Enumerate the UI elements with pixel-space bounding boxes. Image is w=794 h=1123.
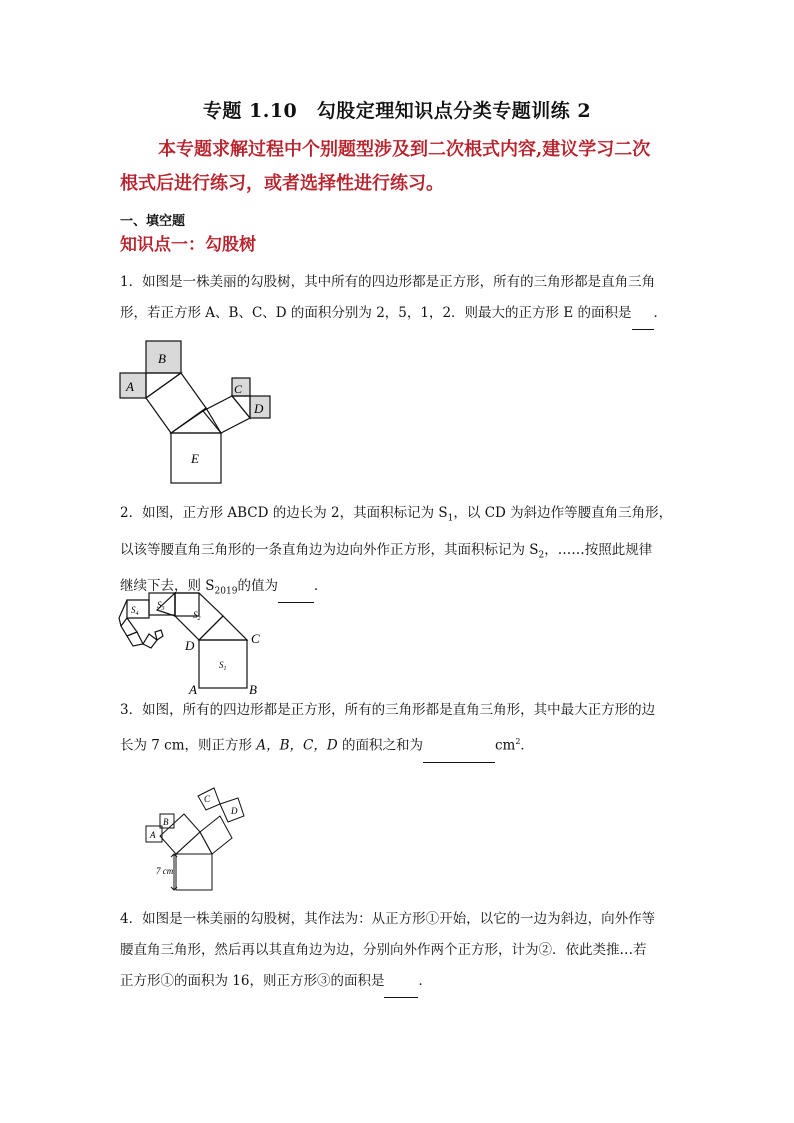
label-b: B bbox=[158, 351, 166, 366]
label-c: C bbox=[204, 794, 211, 804]
triangle-main bbox=[176, 832, 212, 854]
spiral-4 bbox=[155, 630, 163, 640]
notice-line-1: 本专题求解过程中个别题型涉及到二次根式内容,建议学习二次 bbox=[158, 139, 651, 160]
spiral-2 bbox=[127, 632, 143, 646]
answer-blank-2[interactable] bbox=[278, 571, 314, 603]
triangle-1 bbox=[199, 616, 247, 640]
question-3-line-1: 3．如图，所有的四边形都是正方形，所有的三角形都是直角三角形，其中最大正方形的边 bbox=[120, 702, 656, 718]
page-title: 专题 1.10 勾股定理知识点分类专题训练 2 bbox=[202, 100, 592, 122]
figure-q2-spiral-squares bbox=[113, 588, 273, 698]
spiral-3 bbox=[143, 634, 157, 648]
label-a: A bbox=[150, 830, 156, 840]
square-right bbox=[200, 816, 232, 854]
label-s1: $S_1$ bbox=[219, 660, 227, 672]
label-s3: $S_3$ bbox=[157, 600, 165, 612]
label-e: E bbox=[191, 451, 199, 466]
label-s4: $S_4$ bbox=[131, 605, 139, 617]
spiral-outline bbox=[119, 600, 127, 626]
answer-blank-3[interactable] bbox=[423, 731, 495, 763]
label-d: D bbox=[231, 806, 238, 816]
label-a: A bbox=[126, 379, 134, 394]
knowledge-point-heading: 知识点一：勾股树 bbox=[120, 235, 256, 255]
triangle-top bbox=[171, 408, 221, 433]
dimension-label: 7 cm bbox=[156, 866, 174, 876]
question-1-line-1: 1．如图是一株美丽的勾股树，其中所有的四边形都是正方形，所有的三角形都是直角三角 bbox=[120, 274, 656, 290]
label-d: D bbox=[254, 401, 264, 416]
section-heading: 一、填空题 bbox=[120, 214, 186, 229]
question-4-line-3: 正方形①的面积为 16，则正方形③的面积是 ． bbox=[120, 966, 685, 998]
question-3-line-2: 长为 7 cm，则正方形 A，B，C，D 的面积之和为 $cm^2$． bbox=[120, 726, 685, 763]
answer-blank-4[interactable] bbox=[384, 966, 418, 998]
question-3 bbox=[120, 695, 685, 763]
question-2-line-1: 2．如图，正方形 ABCD 的边长为 2，其面积标记为 $S_1$，以 CD 为斜边作等腰直角三角形， bbox=[120, 505, 673, 524]
label-b: B bbox=[163, 817, 169, 827]
question-2-line-3: 继续下去，则 $S_{2019}$的值为 ． bbox=[120, 571, 685, 608]
label-d: D bbox=[185, 638, 195, 653]
figure-q1-pythagoras-tree bbox=[115, 336, 280, 491]
question-4-line-2: 腰直角三角形，然后再以其直角边为边，分别向外作两个正方形，计为②．依此类推…若 bbox=[120, 942, 647, 958]
notice-line-2: 根式后进行练习，或者选择性进行练习。 bbox=[120, 173, 444, 194]
largest-square bbox=[176, 854, 212, 890]
question-1-line-2: 形，若正方形 A、B、C、D 的面积分别为 2，5，1，2．则最大的正方形 E 的面积是 ． bbox=[120, 298, 685, 330]
question-1 bbox=[120, 267, 685, 330]
figure-q3-pythagoras-tree bbox=[134, 776, 264, 894]
answer-blank-1[interactable] bbox=[632, 298, 654, 330]
question-4-line-1: 4．如图是一株美丽的勾股树，其作法为：从正方形①开始，以它的一边为斜边，向外作等 bbox=[120, 911, 656, 927]
question-4 bbox=[120, 904, 685, 998]
label-s2: $S_2$ bbox=[193, 610, 201, 622]
label-c: C bbox=[234, 382, 243, 396]
label-b: B bbox=[249, 682, 257, 697]
question-2-line-2: 以该等腰直角三角形的一条直角边为边向外作正方形，其面积标记为 $S_2$，……按照此规律 bbox=[120, 541, 653, 561]
label-a: A bbox=[189, 682, 197, 697]
square-ab bbox=[146, 373, 206, 433]
label-c: C bbox=[251, 631, 260, 646]
